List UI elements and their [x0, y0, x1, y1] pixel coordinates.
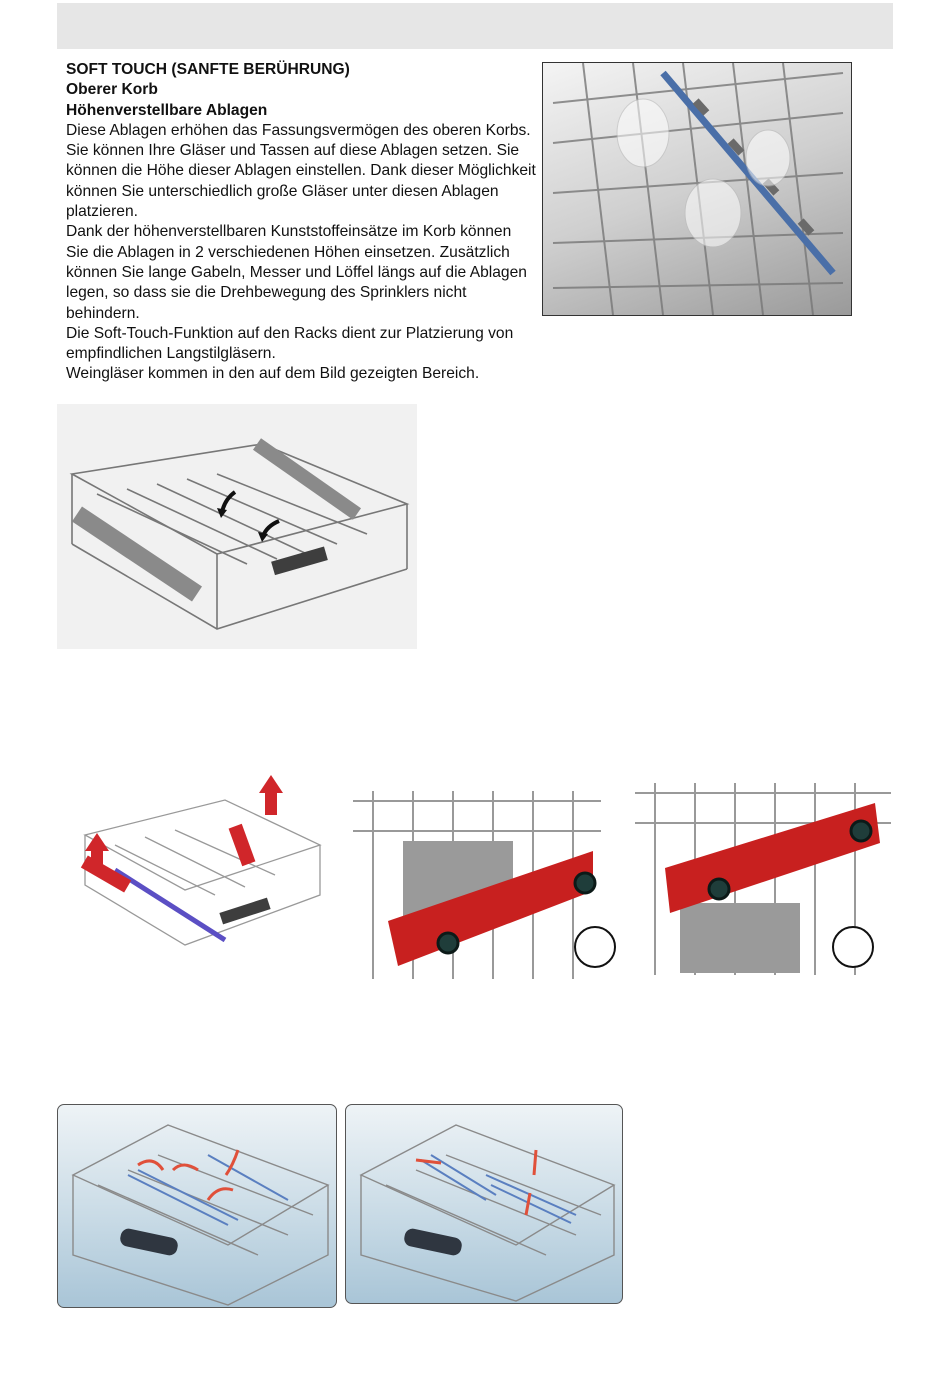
instruction-text [66, 60, 536, 385]
position-marker-high [832, 926, 874, 968]
section-heading: Höhenverstellbare Ablagen [66, 101, 268, 119]
lower-rack-fold-tines [57, 1104, 337, 1308]
section-subtitle: Oberer Korb [66, 81, 158, 99]
position-marker-low [574, 926, 616, 968]
paragraph-2: Dank der höhenverstellbaren Kunststoffeinsätze im Korb können Sie die Ablagen in 2 verschiedenen Höhen einsetzen. Zusätzlich können Sie lange Gabeln, Messer und Löffel längs auf die Ablagen legen, so dass sie die Drehbewegung des Sprinklers nicht behindern. [66, 223, 527, 322]
height-insert-low [353, 791, 601, 979]
paragraph-4: Weingläser kommen in den auf dem Bild gezeigten Bereich. [66, 365, 480, 383]
lower-rack-folded-tines [345, 1104, 623, 1304]
paragraph-3: Die Soft-Touch-Funktion auf den Racks dient zur Platzierung von empfindlichen Langstilgläsern. [66, 324, 514, 363]
upper-rack-fold-shelves [57, 404, 417, 649]
section-title: SOFT TOUCH (SANFTE BERÜHRUNG) [66, 61, 350, 78]
upper-rack-lift-arrows [75, 775, 327, 965]
header-bar [57, 3, 893, 49]
wine-glasses-rack-photo [542, 62, 852, 316]
paragraph-1: Diese Ablagen erhöhen das Fassungsvermögen des oberen Korbs. Sie können Ihre Gläser und Tassen auf diese Ablagen setzen. Sie können die Höhe dieser Ablagen einstellen. Dank dieser Möglichkeit können Sie unterschiedlich große Gläser unter diesen Ablagen platzieren. [66, 121, 536, 221]
